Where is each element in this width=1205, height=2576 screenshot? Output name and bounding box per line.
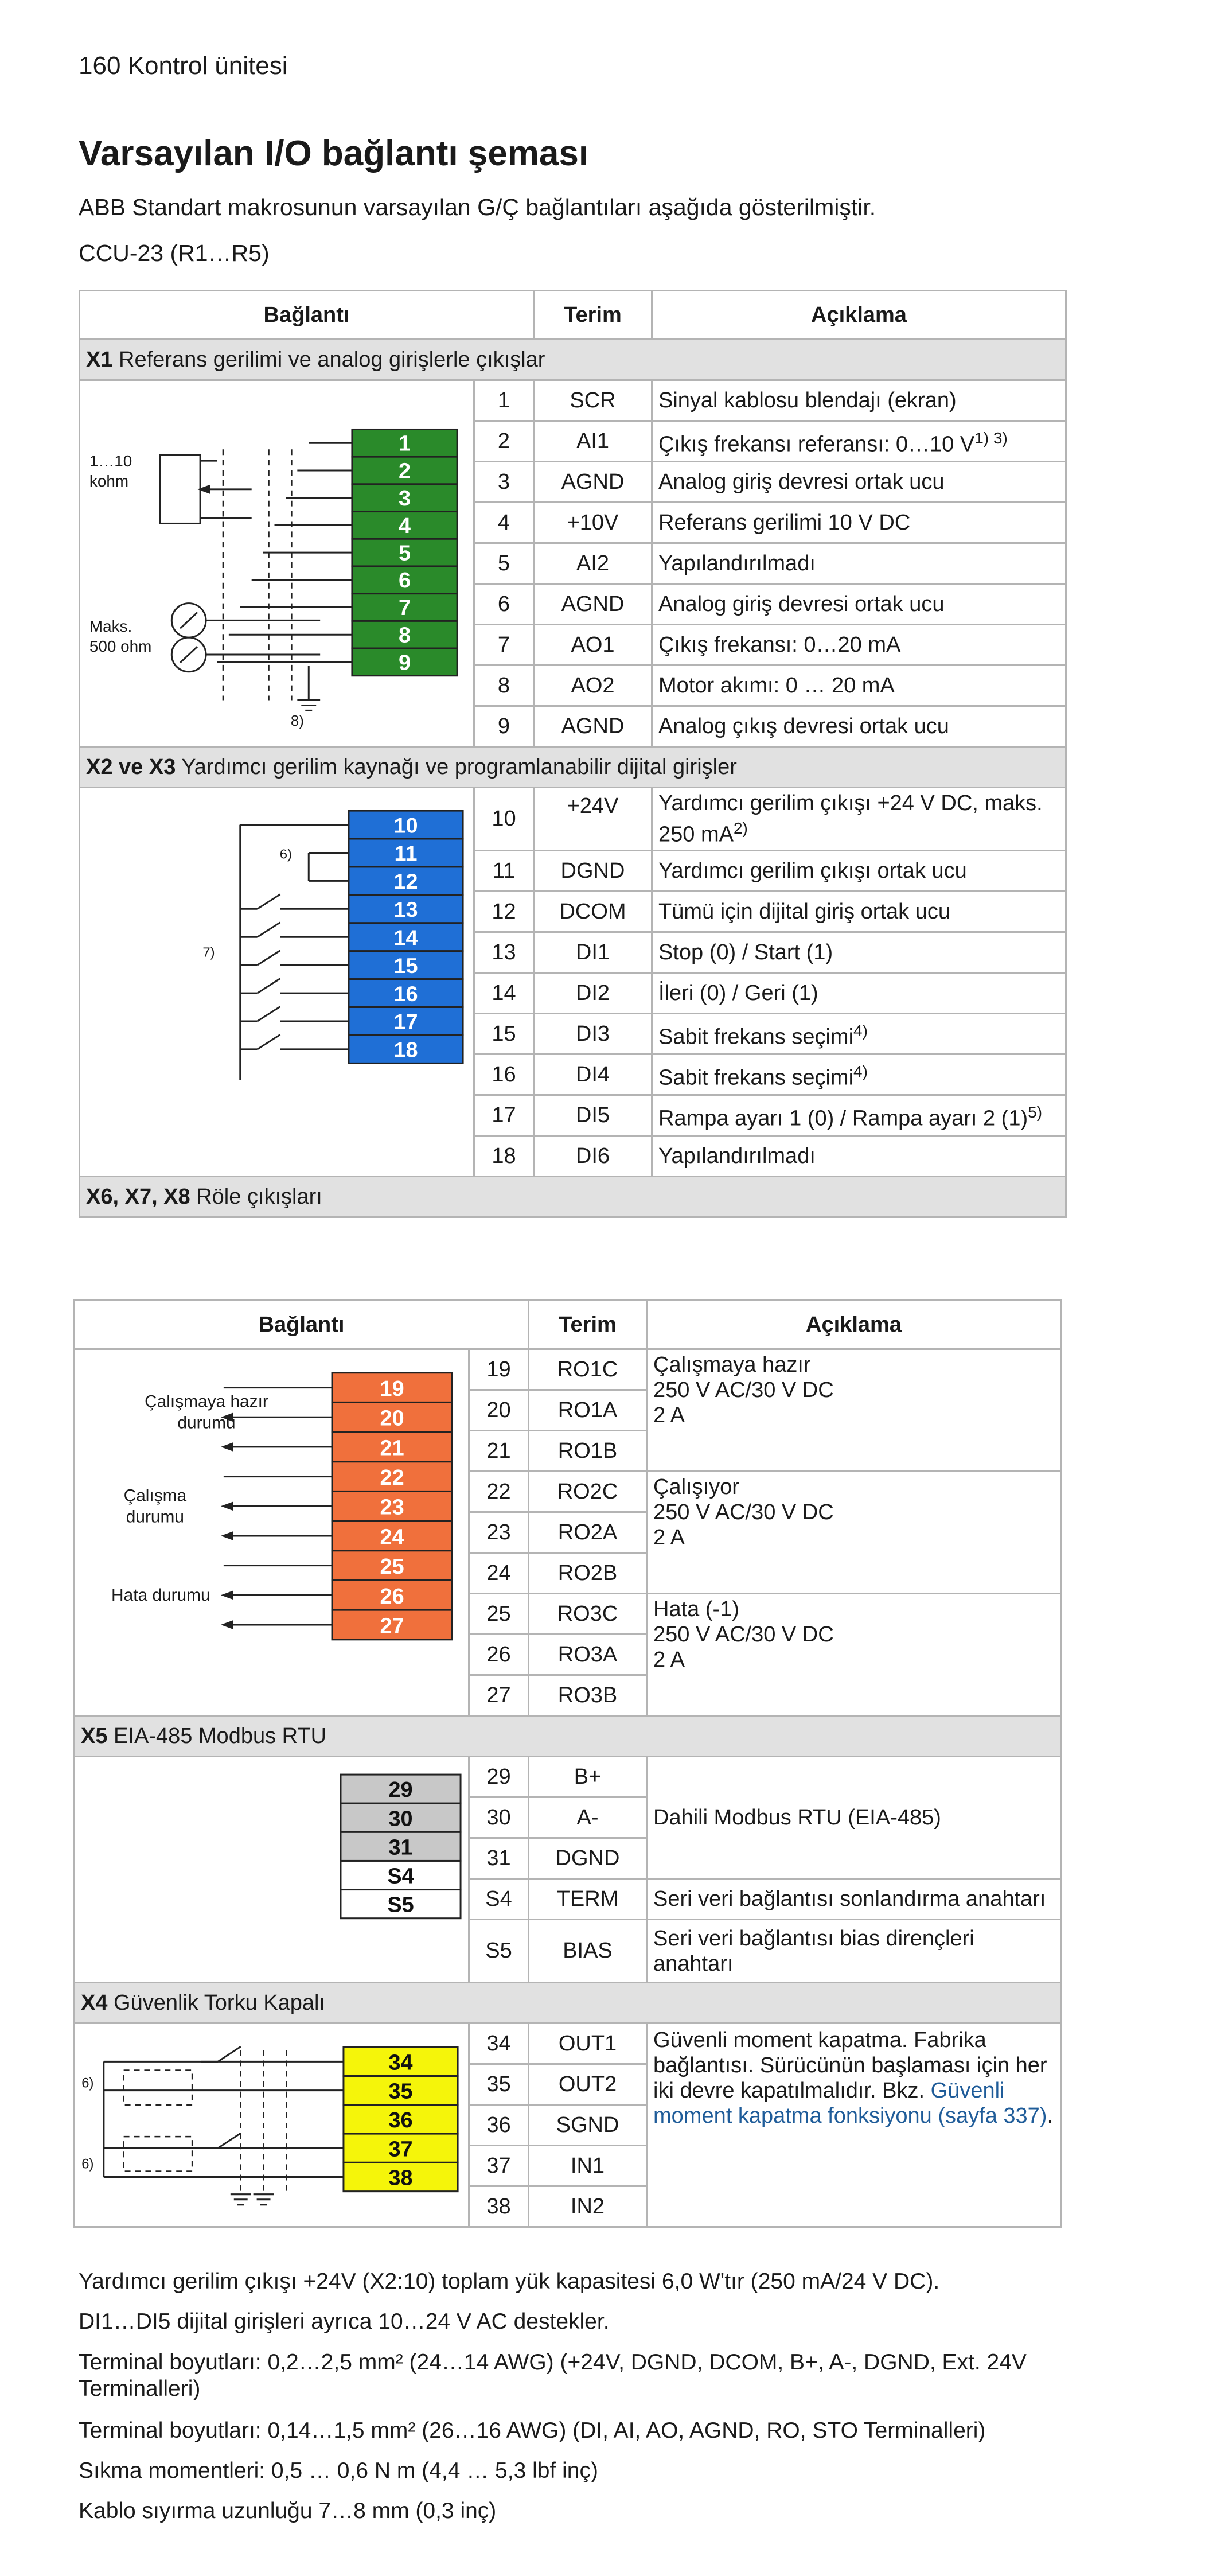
di-switch-icon-blade — [258, 923, 280, 937]
x4-diagram-cell — [75, 2024, 469, 2227]
note-6a: 6) — [81, 2075, 94, 2091]
sto-switch-icon-blade — [218, 2046, 241, 2061]
row-description — [652, 421, 1066, 462]
row-terminal: RO2A — [529, 1512, 647, 1553]
row-terminal: A- — [529, 1797, 647, 1838]
page-title: Varsayılan I/O bağlantı şeması — [79, 134, 589, 173]
row-description-text: Yapılandırılmadı — [658, 1144, 816, 1168]
row-terminal: B+ — [529, 1757, 647, 1797]
x23-rows — [80, 788, 1066, 1177]
note-8: 8) — [290, 713, 304, 730]
pot-label: 1…10 — [89, 452, 132, 470]
di-switch-icon-blade — [258, 1034, 280, 1049]
footnote-5: Sıkma momentleri: 0,5 … 0,6 N m (4,4 … 5,3 lbf inç) — [79, 2458, 598, 2483]
di-switch-icon-blade — [258, 979, 280, 993]
x23-terminal-label: 13 — [393, 897, 418, 921]
di-switch-icon-blade — [258, 951, 280, 965]
row-description — [652, 1054, 1066, 1095]
intro-text: ABB Standart makrosunun varsayılan G/Ç bağlantıları aşağıda gösterilmiştir. — [79, 194, 876, 220]
row-description-text: Analog çıkış devresi ortak ucu — [658, 714, 949, 738]
row-description-text: Çıkış frekansı referansı: 0…10 V — [658, 432, 975, 457]
page-header — [79, 52, 287, 80]
row-number: 11 — [474, 851, 534, 892]
row-description — [652, 380, 1066, 421]
relay-label-running: Çalışma — [123, 1486, 187, 1505]
row-number: 18 — [474, 1136, 534, 1177]
io-table-2 — [73, 1299, 1062, 2228]
row-number: 24 — [469, 1553, 529, 1594]
row-number: 38 — [469, 2186, 529, 2227]
relay-group-line: 250 V AC/30 V DC — [653, 1622, 834, 1647]
table-header-row — [80, 291, 1066, 340]
meter-needle — [180, 612, 197, 628]
x1-terminal-label: 5 — [399, 541, 411, 566]
table-row — [75, 2024, 1061, 2064]
relay-terminal-label: 21 — [380, 1436, 404, 1461]
row-number: 34 — [469, 2024, 529, 2064]
x23-terminal-label: 16 — [393, 982, 418, 1006]
row-number: 8 — [474, 666, 534, 706]
row-terminal: RO2C — [529, 1472, 647, 1512]
relay-group-description — [647, 1472, 1061, 1594]
x23-terminal-label: 17 — [393, 1009, 418, 1034]
relay-output-arrow-head — [221, 1442, 233, 1452]
relay-terminal-label: 22 — [380, 1466, 404, 1491]
row-number: 26 — [469, 1635, 529, 1675]
row-terminal: OUT2 — [529, 2064, 647, 2105]
di-switch-icon-blade — [258, 1007, 280, 1021]
row-terminal: SCR — [534, 380, 652, 421]
relay-group-line: Çalışmaya hazır — [653, 1353, 811, 1377]
x5-terminal-label: S5 — [387, 1893, 414, 1917]
row-number: 5 — [474, 543, 534, 584]
x1-terminal-label: 3 — [399, 487, 411, 511]
x4-description-text: Güvenli moment kapatma. Fabrika bağlantısı. Sürücünün başlaması için her iki devre kapatılmalıdır. Bkz. — [653, 2028, 1047, 2103]
row-terminal: DI3 — [534, 1014, 652, 1054]
x1-terminal-label: 1 — [399, 431, 411, 456]
row-number: 4 — [474, 503, 534, 543]
relay-terminal-label: 27 — [380, 1614, 404, 1639]
x23-terminal-label: 18 — [393, 1037, 418, 1062]
row-terminal: +10V — [534, 503, 652, 543]
relay-label-ready: Çalışmaya hazır — [145, 1392, 268, 1411]
model-label: CCU-23 (R1…R5) — [79, 240, 270, 266]
row-description-note: 5) — [1028, 1103, 1043, 1121]
table-row — [80, 380, 1066, 421]
row-description — [652, 666, 1066, 706]
note-6: 6) — [279, 847, 293, 862]
row-number: 37 — [469, 2146, 529, 2186]
row-number: 23 — [469, 1512, 529, 1553]
row-description — [652, 1095, 1066, 1136]
section-x678-id: X6, X7, X8 — [86, 1184, 190, 1209]
table-header-row-2 — [75, 1301, 1061, 1349]
row-terminal: RO3C — [529, 1594, 647, 1635]
io-table-1 — [79, 290, 1067, 1218]
x4-terminal-label: 37 — [388, 2137, 413, 2162]
chapter-title: Kontrol ünitesi — [127, 52, 288, 80]
x4-terminal-label: 36 — [388, 2108, 413, 2133]
row-number: 1 — [474, 380, 534, 421]
row-number: 10 — [474, 788, 534, 851]
row-terminal: IN2 — [529, 2186, 647, 2227]
section-x4 — [75, 1983, 1061, 2024]
footnote-2: DI1…DI5 dijital girişleri ayrıca 10…24 V AC destekler. — [79, 2309, 610, 2334]
x23-terminal-label: 10 — [393, 813, 418, 838]
row-number: 16 — [474, 1054, 534, 1095]
x4-terminal-label: 35 — [388, 2079, 413, 2104]
relay-terminal-label: 20 — [380, 1406, 404, 1431]
x23-terminal-label: 14 — [393, 925, 418, 950]
relay-group-line: 2 A — [653, 1648, 685, 1672]
row-terminal: DI5 — [534, 1095, 652, 1136]
x23-terminal-label: 15 — [393, 954, 418, 978]
row-description-text: Rampa ayarı 1 (0) / Rampa ayarı 2 (1) — [658, 1106, 1028, 1131]
x5-terminal-diagram — [75, 1757, 468, 1982]
row-description — [652, 851, 1066, 892]
row-description-note: 1) 3) — [974, 429, 1008, 447]
meter-label: 500 ohm — [89, 637, 152, 656]
section-x5-id: X5 — [81, 1723, 108, 1748]
table-row — [80, 788, 1066, 851]
x5-bias-description: Seri veri bağlantısı bias dirençleri anahtarı — [647, 1920, 1061, 1983]
relay-diagram-cell — [75, 1349, 469, 1716]
footnote-4: Terminal boyutları: 0,14…1,5 mm² (26…16 AWG) (DI, AI, AO, AGND, RO, STO Terminalleri) — [79, 2418, 986, 2443]
x5-diagram-cell — [75, 1757, 469, 1983]
x5-terminal-label: 31 — [388, 1835, 413, 1860]
row-description — [652, 503, 1066, 543]
row-number: S5 — [469, 1920, 529, 1983]
row-number: 19 — [469, 1349, 529, 1390]
row-terminal: RO2B — [529, 1553, 647, 1594]
row-description-text: Sabit frekans seçimi — [658, 1025, 854, 1049]
row-terminal: RO1C — [529, 1349, 647, 1390]
table-row — [75, 1757, 1061, 1797]
relay-group-line: Hata (-1) — [653, 1597, 739, 1621]
relay-output-arrow-head — [221, 1531, 233, 1540]
x23-wiring-diagram — [80, 788, 473, 1176]
x4-terminal-label: 34 — [388, 2050, 413, 2075]
row-description-text: Sabit frekans seçimi — [658, 1065, 854, 1090]
row-number: 31 — [469, 1838, 529, 1879]
footnote-6: Kablo sıyırma uzunluğu 7…8 mm (0,3 inç) — [79, 2499, 497, 2523]
x4-wiring-diagram — [75, 2024, 468, 2226]
relay-rows — [75, 1349, 1061, 1716]
footnote-3: Terminal boyutları: 0,2…2,5 mm² (24…14 AWG) (+24V, DGND, DCOM, B+, A-, DGND, Ext. 24V Terminalleri) — [79, 2350, 1027, 2401]
row-number: 30 — [469, 1797, 529, 1838]
section-x4-title: Güvenlik Torku Kapalı — [107, 1990, 325, 2015]
row-terminal: DGND — [529, 1838, 647, 1879]
x1-terminal-label: 2 — [399, 459, 411, 484]
row-number: 35 — [469, 2064, 529, 2105]
row-description-note: 4) — [853, 1021, 868, 1040]
row-number: 13 — [474, 932, 534, 973]
row-terminal: AGND — [534, 462, 652, 503]
section-x5-title: EIA-485 Modbus RTU — [107, 1723, 327, 1748]
x1-terminal-label: 9 — [399, 651, 411, 675]
relay-label-fault: Hata durumu — [111, 1586, 210, 1605]
x23-diagram-cell — [80, 788, 474, 1177]
row-terminal: DCOM — [534, 892, 652, 932]
x4-description-end: . — [1047, 2104, 1054, 2128]
x1-wiring-diagram — [80, 381, 473, 746]
row-description-text: Yapılandırılmadı — [658, 551, 816, 575]
row-terminal: OUT1 — [529, 2024, 647, 2064]
header-terminal-2: Terim — [529, 1301, 647, 1349]
relay-group-line: 250 V AC/30 V DC — [653, 1500, 834, 1524]
section-x678-title: Röle çıkışları — [190, 1184, 322, 1209]
row-terminal: RO1A — [529, 1390, 647, 1431]
relay-label-running: durumu — [126, 1507, 185, 1527]
relay-wiring-diagram — [75, 1350, 468, 1715]
row-terminal: AI2 — [534, 543, 652, 584]
row-description-text: İleri (0) / Geri (1) — [658, 981, 818, 1005]
row-description — [652, 1014, 1066, 1054]
header-description: Açıklama — [652, 291, 1066, 340]
pot-label: kohm — [89, 472, 129, 490]
row-description — [652, 932, 1066, 973]
row-description-text: Sinyal kablosu blendajı (ekran) — [658, 388, 957, 413]
row-number: 22 — [469, 1472, 529, 1512]
section-x5 — [75, 1716, 1061, 1757]
row-number: 21 — [469, 1431, 529, 1472]
section-x4-id: X4 — [81, 1990, 108, 2015]
row-description — [652, 892, 1066, 932]
relay-output-arrow-head — [221, 1590, 233, 1600]
sto-function-link[interactable]: Güvenli moment kapatma fonksiyonu (sayfa 337) — [653, 2079, 1047, 2128]
relay-terminal-label: 23 — [380, 1495, 404, 1520]
x1-terminal-label: 7 — [399, 596, 411, 620]
section-x23-title: Yardımcı gerilim kaynağı ve programlanabilir dijital girişler — [176, 754, 737, 779]
row-description-text: Yardımcı gerilim çıkışı ortak ucu — [658, 859, 967, 883]
row-number: 36 — [469, 2105, 529, 2146]
x1-terminal-label: 4 — [399, 513, 411, 538]
footnote-1: Yardımcı gerilim çıkışı +24V (X2:10) toplam yük kapasitesi 6,0 W'tır (250 mA/24 V DC). — [79, 2269, 940, 2294]
row-terminal: RO3B — [529, 1675, 647, 1716]
row-description-note: 2) — [733, 819, 748, 838]
row-terminal: DI4 — [534, 1054, 652, 1095]
header-connection-2: Bağlantı — [75, 1301, 529, 1349]
meter-needle — [180, 647, 197, 663]
row-terminal: TERM — [529, 1879, 647, 1920]
row-description-text: Referans gerilimi 10 V DC — [658, 511, 911, 535]
relay-output-arrow-head — [221, 1501, 233, 1511]
section-x1 — [80, 340, 1066, 380]
row-description-text: Motor akımı: 0 … 20 mA — [658, 674, 895, 698]
row-description — [652, 706, 1066, 747]
row-description — [652, 462, 1066, 503]
row-number: S4 — [469, 1879, 529, 1920]
row-description-text: Stop (0) / Start (1) — [658, 940, 833, 964]
relay-group-description — [647, 1594, 1061, 1716]
page-number: 160 — [79, 52, 121, 80]
row-number: 9 — [474, 706, 534, 747]
note-6b: 6) — [81, 2156, 94, 2172]
relay-group-line: 250 V AC/30 V DC — [653, 1378, 834, 1402]
relay-terminal-label: 26 — [380, 1584, 404, 1609]
row-number: 29 — [469, 1757, 529, 1797]
relay-group-description — [647, 1349, 1061, 1472]
relay-terminal-label: 19 — [380, 1377, 404, 1402]
x1-diagram-cell — [80, 380, 474, 747]
row-terminal: BIAS — [529, 1920, 647, 1983]
row-terminal: DI1 — [534, 932, 652, 973]
relay-label-ready: durumu — [177, 1413, 236, 1433]
table-row — [75, 1349, 1061, 1390]
section-x1-title: Referans gerilimi ve analog girişlerle çıkışlar — [112, 347, 545, 372]
row-description-text: Analog giriş devresi ortak ucu — [658, 470, 945, 494]
row-terminal: IN1 — [529, 2146, 647, 2186]
row-number: 6 — [474, 584, 534, 625]
x4-rows — [75, 2024, 1061, 2227]
row-terminal: DGND — [534, 851, 652, 892]
x4-description — [647, 2024, 1061, 2227]
row-number: 20 — [469, 1390, 529, 1431]
header-connection: Bağlantı — [80, 291, 534, 340]
x5-modbus-description: Dahili Modbus RTU (EIA-485) — [647, 1757, 1061, 1879]
row-terminal: AGND — [534, 706, 652, 747]
row-terminal: AO1 — [534, 625, 652, 666]
row-terminal: RO3A — [529, 1635, 647, 1675]
row-number: 17 — [474, 1095, 534, 1136]
relay-group-line: 2 A — [653, 1526, 685, 1550]
relay-group-line: Çalışıyor — [653, 1475, 739, 1499]
x23-terminal-label: 12 — [393, 869, 418, 894]
row-number: 7 — [474, 625, 534, 666]
row-number: 15 — [474, 1014, 534, 1054]
section-x23-id: X2 ve X3 — [86, 754, 176, 779]
row-description-note: 4) — [853, 1062, 868, 1080]
x5-terminal-label: 30 — [388, 1807, 413, 1831]
x5-terminal-label: 29 — [388, 1778, 413, 1803]
row-terminal: AI1 — [534, 421, 652, 462]
row-description-text: Tümü için dijital giriş ortak ucu — [658, 900, 950, 924]
row-terminal: AO2 — [534, 666, 652, 706]
di-switch-icon-blade — [258, 894, 280, 909]
row-description-text: Çıkış frekansı: 0…20 mA — [658, 633, 901, 657]
relay-terminal-label: 24 — [380, 1525, 404, 1550]
x1-terminal-label: 6 — [399, 569, 411, 593]
section-x2-x3 — [80, 747, 1066, 788]
row-number: 12 — [474, 892, 534, 932]
x5-terminal-label: S4 — [387, 1864, 414, 1889]
sto-switch-icon-blade — [218, 2133, 241, 2148]
row-number: 3 — [474, 462, 534, 503]
row-description — [652, 788, 1066, 851]
row-number: 27 — [469, 1675, 529, 1716]
row-description — [652, 584, 1066, 625]
row-terminal: +24V — [534, 788, 652, 851]
x1-rows — [80, 380, 1066, 747]
potentiometer-icon — [160, 455, 200, 523]
row-description — [652, 625, 1066, 666]
section-x6-x7-x8 — [80, 1177, 1066, 1217]
x5-rows — [75, 1757, 1061, 1983]
row-terminal: SGND — [529, 2105, 647, 2146]
row-number: 25 — [469, 1594, 529, 1635]
x4-dashed-box — [124, 2070, 192, 2104]
row-description-text: Yardımcı gerilim çıkışı +24 V DC, maks. 250 mA — [658, 791, 1043, 847]
x5-term-description: Seri veri bağlantısı sonlandırma anahtarı — [647, 1879, 1061, 1920]
section-x1-id: X1 — [86, 347, 113, 372]
row-number: 14 — [474, 973, 534, 1014]
row-description-text: Analog giriş devresi ortak ucu — [658, 592, 945, 616]
row-terminal: RO1B — [529, 1431, 647, 1472]
pot-wiper-arrow-head — [197, 485, 210, 494]
row-terminal: DI6 — [534, 1136, 652, 1177]
note-7: 7) — [202, 945, 215, 960]
row-description — [652, 543, 1066, 584]
x4-dashed-box — [124, 2137, 192, 2171]
x1-terminal-label: 8 — [399, 623, 411, 648]
row-number: 2 — [474, 421, 534, 462]
relay-terminal-label: 25 — [380, 1555, 404, 1579]
meter-label: Maks. — [89, 617, 132, 636]
relay-group-line: 2 A — [653, 1403, 685, 1427]
row-description — [652, 1136, 1066, 1177]
header-terminal: Terim — [534, 291, 652, 340]
header-description-2: Açıklama — [647, 1301, 1061, 1349]
row-terminal: DI2 — [534, 973, 652, 1014]
row-terminal: AGND — [534, 584, 652, 625]
x4-terminal-label: 38 — [388, 2166, 413, 2190]
relay-output-arrow-head — [221, 1620, 233, 1629]
row-description — [652, 973, 1066, 1014]
x23-terminal-label: 11 — [394, 841, 418, 866]
